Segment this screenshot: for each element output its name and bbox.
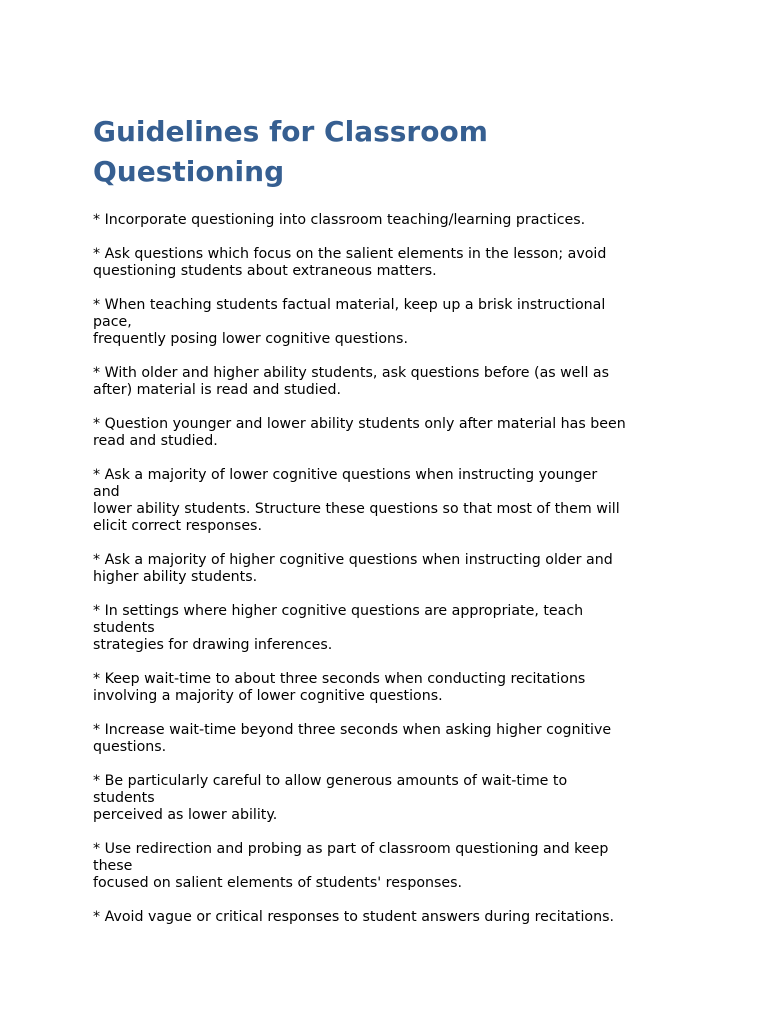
guideline-text-line: * Ask questions which focus on the salient elements in the lesson; avoid <box>93 246 607 262</box>
guideline-text-line: questions. <box>93 739 167 755</box>
guideline-text-line: pace, <box>93 314 132 330</box>
guideline-text-line: * Ask a majority of higher cognitive questions when instructing older and <box>93 552 613 568</box>
guideline-item <box>93 841 693 892</box>
document-page <box>93 112 693 943</box>
guideline-text-line: * With older and higher ability students, ask questions before (as well as <box>93 365 609 381</box>
guideline-text-line: strategies for drawing inferences. <box>93 637 333 653</box>
guideline-text-line: elicit correct responses. <box>93 518 262 534</box>
guideline-text-line: * When teaching students factual material, keep up a brisk instructional <box>93 297 606 313</box>
guideline-text-line: involving a majority of lower cognitive questions. <box>93 688 443 704</box>
guideline-text-line: * Question younger and lower ability students only after material has been <box>93 416 626 432</box>
guidelines-list <box>93 212 693 926</box>
guideline-item <box>93 671 693 705</box>
document-title-line: Questioning <box>93 155 285 188</box>
guideline-text-line: perceived as lower ability. <box>93 807 278 823</box>
guideline-text-line: * Use redirection and probing as part of classroom questioning and keep <box>93 841 609 857</box>
guideline-text-line: * Keep wait-time to about three seconds when conducting recitations <box>93 671 586 687</box>
guideline-text-line: * Be particularly careful to allow generous amounts of wait-time to <box>93 773 568 789</box>
guideline-item <box>93 603 693 654</box>
guideline-item <box>93 297 693 348</box>
guideline-item <box>93 467 693 535</box>
guideline-text-line: * Avoid vague or critical responses to student answers during recitations. <box>93 909 614 925</box>
guideline-text-line: * Ask a majority of lower cognitive questions when instructing younger <box>93 467 598 483</box>
guideline-item <box>93 246 693 280</box>
guideline-text-line: read and studied. <box>93 433 218 449</box>
guideline-item <box>93 909 693 926</box>
guideline-text-line: focused on salient elements of students' responses. <box>93 875 463 891</box>
guideline-text-line: lower ability students. Structure these questions so that most of them will <box>93 501 620 517</box>
guideline-text-line: * Incorporate questioning into classroom teaching/learning practices. <box>93 212 586 228</box>
document-title-line: Guidelines for Classroom <box>93 115 488 148</box>
guideline-text-line: higher ability students. <box>93 569 258 585</box>
guideline-text-line: * In settings where higher cognitive questions are appropriate, teach <box>93 603 584 619</box>
guideline-text-line: these <box>93 858 133 874</box>
guideline-text-line: * Increase wait-time beyond three seconds when asking higher cognitive <box>93 722 612 738</box>
guideline-item <box>93 365 693 399</box>
guideline-item <box>93 416 693 450</box>
guideline-item <box>93 773 693 824</box>
document-title <box>93 112 693 192</box>
guideline-text-line: students <box>93 790 155 806</box>
guideline-item <box>93 552 693 586</box>
guideline-text-line: after) material is read and studied. <box>93 382 341 398</box>
guideline-text-line: frequently posing lower cognitive questions. <box>93 331 408 347</box>
guideline-text-line: students <box>93 620 155 636</box>
guideline-item <box>93 722 693 756</box>
guideline-item <box>93 212 693 229</box>
guideline-text-line: questioning students about extraneous matters. <box>93 263 437 279</box>
guideline-text-line: and <box>93 484 120 500</box>
